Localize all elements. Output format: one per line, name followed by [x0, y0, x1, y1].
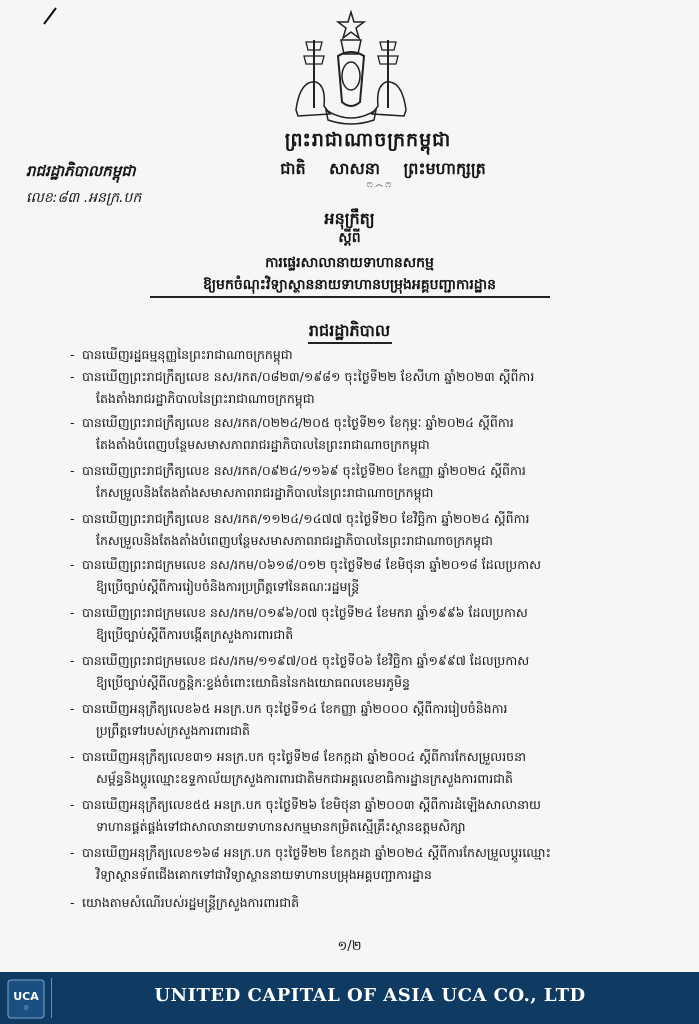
list-item: - បានឃើញព្រះរាជក្រមលេខ នស/រកម/០៦១៨/០១២ ចុះថ្ងៃទី២៨ ខែមិថុនា ឆ្នាំ២០១៨ ដែលប្រកាស ឱ្យប្រើច្បាប់ស្តីពីការរៀបចំនិងការប្រព្រឹត្តទៅនៃគណៈរដ្ឋមន្ត្រី [70, 557, 542, 594]
subject-line-2: ឱ្យមកចំណុះវិទ្យាស្ថាននាយទាហានបម្រុងអគ្គបញ្ជាការដ្ឋាន [203, 277, 496, 293]
logo-text: UCA [13, 990, 39, 1003]
list-item: - បានឃើញព្រះរាជក្រឹត្យលេខ នស/រកត/០៩២៤/១១៦៩ ចុះថ្ងៃទី២០ ខែកញ្ញា ឆ្នាំ២០២៤ ស្តីពីការ កែសម្រួលនិងតែងតាំងសមាសភាពរាជរដ្ឋាភិបាលនៃព្រះរាជាណាចក្រកម្ពុជា [70, 463, 526, 500]
document-kind: អនុក្រឹត្យ [324, 209, 375, 228]
list-item: - បានឃើញព្រះរាជក្រឹត្យលេខ នស/រកត/០២២៤/២០៥ ចុះថ្ងៃទី២១ ខែកុម្ភៈ ឆ្នាំ២០២៤ ស្តីពីការ តែងតាំងបំពេញបន្ថែមសមាសភាពរាជរដ្ឋាភិបាលនៃព្រះរាជាណាចក្រកម្ពុជា [70, 415, 514, 452]
ornament-divider: ෆ෴ෆ [366, 180, 394, 190]
subject-underline [150, 296, 550, 298]
list-item: - បានឃើញអនុក្រឹត្យលេខ៥៥ អនក្រ.បក ចុះថ្ងៃទី២៦ ខែមិថុនា ឆ្នាំ២០០៣ ស្តីពីការដំឡើងសាលានាយ ទាហានផ្គត់ផ្គង់ទៅជាសាលានាយទាហានសកម្មមានកម្រិតស្មើគ្រឹះស្ថានឧត្តមសិក្សា [70, 797, 541, 834]
issuer-heading: រាជរដ្ឋាភិបាល [308, 321, 391, 340]
company-name: UNITED CAPITAL OF ASIA UCA CO., LTD [154, 985, 586, 1006]
list-item: - យោងតាមសំណើរបស់រដ្ឋមន្ត្រីក្រសួងការពារជាតិ [70, 895, 300, 910]
title-on-label: ស្តីពី [338, 230, 361, 246]
list-item: - បានឃើញព្រះរាជក្រឹត្យលេខ នស/រកត/១១២៤/១៤៧៧ ចុះថ្ងៃទី២០ ខែវិច្ឆិកា ឆ្នាំ២០២៤ ស្តីពីការ កែសម្រួលនិងតែងតាំងបំពេញបន្ថែមសមាសភាពរាជរដ្ឋាភិបាលនៃព្រះរាជាណាចក្រកម្ពុជា [70, 511, 530, 548]
royal-emblem-icon [286, 10, 416, 128]
uca-logo [6, 978, 46, 1020]
subject-line-1: ការផ្ទេរសាលានាយទាហានសកម្ម [265, 255, 434, 271]
list-item: - បានឃើញអនុក្រឹត្យលេខ១៦៨ អនក្រ.បក ចុះថ្ងៃទី២២ ខែកក្កដា ឆ្នាំ២០២៤ ស្តីពីការកែសម្រួលប្តូរឈ្មោះ វិទ្យាស្ថានទ័ពជើងគោកទៅជាវិទ្យាស្ថាននាយទាហានបម្រុងអគ្គបញ្ជាការដ្ឋាន [70, 845, 552, 882]
list-item: - បានឃើញព្រះរាជក្រមលេខ នស/រកម/០១៩៦/០៧ ចុះថ្ងៃទី២៤ ខែមករា ឆ្នាំ១៩៩៦ ដែលប្រកាស ឱ្យប្រើច្បាប់ស្តីពីការបង្កើតក្រសួងការពារជាតិ [70, 605, 528, 642]
list-item: - បានឃើញព្រះរាជក្រមលេខ ជស/រកម/១១៩៧/០៥ ចុះថ្ងៃទី០៦ ខែវិច្ឆិកា ឆ្នាំ១៩៩៧ ដែលប្រកាស ឱ្យប្រើច្បាប់ស្តីពីលក្ខន្តិកៈខ្ទង់ចំពោះយោធិននៃកងយោធពលខេមរភូមិន្ទ [70, 653, 530, 690]
government-label: រាជរដ្ឋាភិបាលកម្ពុជា [26, 162, 136, 180]
logo-mark: ◎ [23, 1004, 29, 1011]
list-item: - បានឃើញអនុក្រឹត្យលេខ៣១ អនក្រ.បក ចុះថ្ងៃទី២៨ ខែកក្កដា ឆ្នាំ២០០៤ ស្តីពីការកែសម្រួលរចនា សម្ព័ន្ធនិងប្តូរឈ្មោះឧទ្ទកាល័យក្រសួងការពារជាតិមកជាអគ្គលេខាធិការដ្ឋានក្រសួងការពារជាតិ [70, 749, 527, 786]
kingdom-heading: ព្រះរាជាណាចក្រកម្ពុជា [284, 129, 452, 151]
list-item: - បានឃើញអនុក្រឹត្យលេខ៦៥ អនក្រ.បក ចុះថ្ងៃទី១៤ ខែកញ្ញា ឆ្នាំ២០០០ ស្តីពីការរៀបចំនិងការ ប្រព្រឹត្តទៅរបស់ក្រសួងការពារជាតិ [70, 701, 508, 738]
document-number: លេខ:៨៣ .អនក្រ.បក [26, 190, 142, 206]
list-item: - បានឃើញព្រះរាជក្រឹត្យលេខ នស/រកត/០៨២៣/១៩៨១ ចុះថ្ងៃទី២២ ខែសីហា ឆ្នាំ២០២៣ ស្តីពីការ តែងតាំងរាជរដ្ឋាភិបាលនៃព្រះរាជាណាចក្រកម្ពុជា [70, 369, 535, 406]
pen-mark-icon [38, 4, 62, 28]
national-motto: ជាតិ សាសនា ព្រះមហាក្សត្រ [280, 159, 486, 178]
footer-divider [51, 978, 52, 1018]
list-item: - បានឃើញរដ្ឋធម្មនុញ្ញនៃព្រះរាជាណាចក្រកម្ពុជា [70, 347, 293, 362]
page-number: ១/២ [337, 939, 362, 954]
